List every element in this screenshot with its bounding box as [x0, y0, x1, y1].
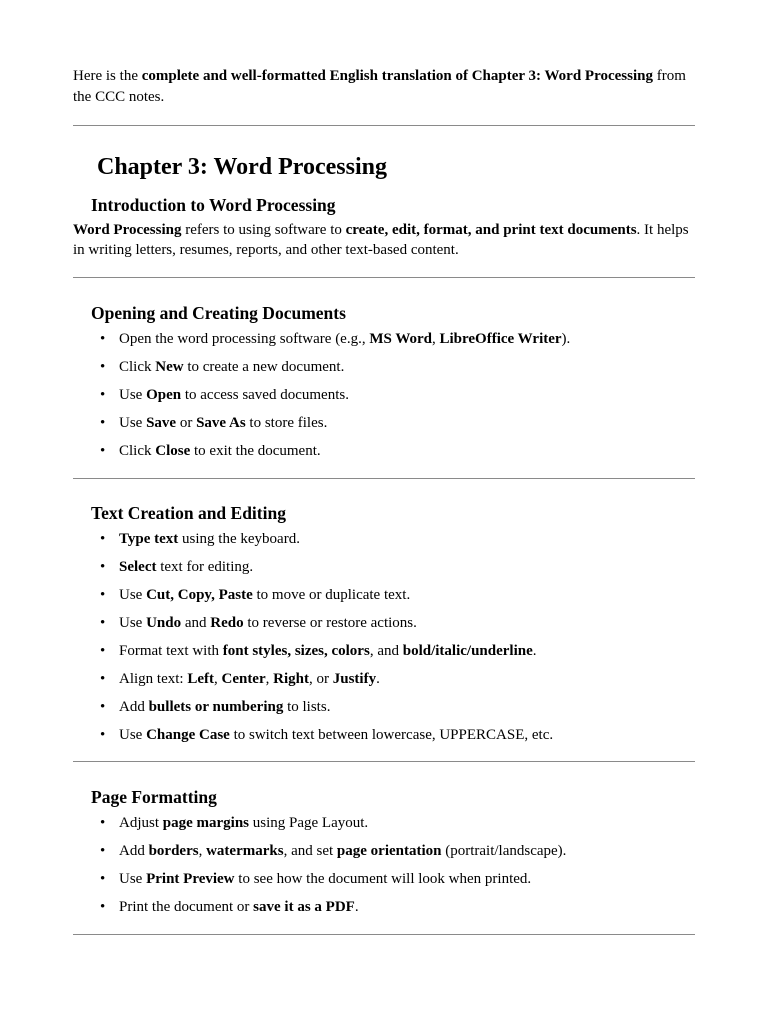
- bullet-icon: •: [100, 615, 106, 631]
- section-heading-introduction: Introduction to Word Processing: [91, 195, 336, 215]
- bullet-icon: •: [100, 587, 106, 603]
- list-item: [100, 725, 680, 753]
- list-item-text: ,: [198, 843, 207, 859]
- list-item-bold-text: Undo: [146, 615, 182, 631]
- list-item-text: Use: [119, 415, 147, 431]
- list-item-text: using Page Layout.: [249, 815, 369, 831]
- list-item-bold-text: page margins: [162, 815, 250, 831]
- list-item: [100, 897, 680, 925]
- intro-paragraph: [73, 66, 695, 108]
- section-heading-page-formatting: Page Formatting: [91, 787, 217, 807]
- list-item-text: to switch text between lowercase, UPPERCASE, etc.: [229, 727, 554, 743]
- list-item-bold-text: Cut, Copy, Paste: [146, 587, 253, 603]
- list-item: [100, 813, 680, 841]
- divider: [73, 934, 695, 935]
- list-item-text: to lists.: [283, 699, 331, 715]
- intro-suffix: from the CCC notes.: [73, 68, 686, 105]
- list-item-bold-text: page orientation: [336, 843, 442, 859]
- list-item-bold-text: Select: [119, 559, 157, 575]
- list-item-bold-text: MS Word: [369, 331, 432, 347]
- list-item-bold-text: New: [155, 359, 184, 375]
- list-item-bold-text: Open: [146, 387, 182, 403]
- list-item-text: Use: [119, 387, 147, 403]
- bullet-icon: •: [100, 727, 106, 743]
- bullet-icon: •: [100, 815, 106, 831]
- list-item: [100, 441, 680, 469]
- list-item-text: or: [176, 415, 197, 431]
- list-item: [100, 329, 680, 357]
- introduction-text-1: refers to using software to: [181, 222, 346, 238]
- list-item: [100, 613, 680, 641]
- bullet-icon: •: [100, 387, 106, 403]
- bullet-icon: •: [100, 359, 106, 375]
- list-item: [100, 585, 680, 613]
- list-item-text: ,: [432, 331, 440, 347]
- list-item-text: ,: [265, 671, 274, 687]
- section-heading-opening: Opening and Creating Documents: [91, 303, 346, 323]
- list-item-bold-text: font styles, sizes, colors: [222, 643, 370, 659]
- list-item-text: (portrait/landscape).: [441, 843, 567, 859]
- list-item-text: text for editing.: [156, 559, 254, 575]
- list-item-bold-text: borders: [148, 843, 199, 859]
- list-item-bold-text: Save As: [196, 415, 246, 431]
- list-item-text: .: [354, 899, 359, 915]
- bullet-icon: •: [100, 531, 106, 547]
- list-item-text: Click: [119, 443, 156, 459]
- list-item-text: Print the document or: [119, 899, 254, 915]
- list-item-bold-text: bullets or numbering: [148, 699, 284, 715]
- list-item: [100, 385, 680, 413]
- list-item: [100, 869, 680, 897]
- list-item-text: Align text:: [119, 671, 188, 687]
- list-item: [100, 697, 680, 725]
- list-item-text: to exit the document.: [190, 443, 321, 459]
- bullet-icon: •: [100, 559, 106, 575]
- list-item-text: to reverse or restore actions.: [243, 615, 417, 631]
- list-item-text: Use: [119, 727, 147, 743]
- divider: [73, 277, 695, 278]
- list-item-bold-text: watermarks: [206, 843, 284, 859]
- list-item-text: Add: [119, 699, 149, 715]
- list-item-bold-text: LibreOffice Writer: [439, 331, 562, 347]
- list-item-text: Use: [119, 871, 147, 887]
- list-item-bold-text: Close: [155, 443, 191, 459]
- list-item-text: Adjust: [119, 815, 163, 831]
- bullet-icon: •: [100, 443, 106, 459]
- introduction-bold: create, edit, format, and print text documents: [345, 222, 637, 238]
- list-item: [100, 841, 680, 869]
- list-item-text: using the keyboard.: [178, 531, 300, 547]
- list-item-text: , and set: [283, 843, 337, 859]
- page-formatting-list: [100, 813, 680, 925]
- list-item-text: ,: [213, 671, 222, 687]
- bullet-icon: •: [100, 843, 106, 859]
- bullet-icon: •: [100, 331, 106, 347]
- opening-list: [100, 329, 680, 469]
- list-item-bold-text: Type text: [119, 531, 179, 547]
- list-item-bold-text: Print Preview: [146, 871, 235, 887]
- list-item-text: , or: [308, 671, 333, 687]
- list-item: [100, 641, 680, 669]
- divider: [73, 125, 695, 126]
- list-item: [100, 557, 680, 585]
- list-item: [100, 529, 680, 557]
- list-item-bold-text: save it as a PDF: [253, 899, 355, 915]
- list-item-bold-text: Change Case: [146, 727, 230, 743]
- list-item-bold-text: Redo: [210, 615, 244, 631]
- list-item: [100, 413, 680, 441]
- list-item-text: Click: [119, 359, 156, 375]
- list-item-text: .: [532, 643, 537, 659]
- divider: [73, 761, 695, 762]
- list-item-bold-text: Left: [187, 671, 214, 687]
- section-heading-editing: Text Creation and Editing: [91, 503, 286, 523]
- introduction-text-2: . It helps in writing letters, resumes, reports, and other text-based content.: [73, 222, 689, 258]
- list-item-text: ).: [561, 331, 571, 347]
- list-item-bold-text: Center: [221, 671, 266, 687]
- intro-prefix: Here is the: [73, 68, 142, 84]
- introduction-term: Word Processing: [73, 222, 182, 238]
- bullet-icon: •: [100, 899, 106, 915]
- introduction-paragraph: [73, 220, 695, 260]
- list-item-bold-text: Justify: [332, 671, 377, 687]
- list-item-text: to store files.: [245, 415, 328, 431]
- list-item-text: Add: [119, 843, 149, 859]
- list-item-text: Use: [119, 615, 147, 631]
- list-item-text: Open the word processing software (e.g.,: [119, 331, 370, 347]
- list-item-bold-text: Save: [146, 415, 177, 431]
- list-item-bold-text: Right: [273, 671, 309, 687]
- bullet-icon: •: [100, 871, 106, 887]
- list-item-text: to access saved documents.: [181, 387, 349, 403]
- list-item-text: .: [376, 671, 380, 687]
- list-item-text: Format text with: [119, 643, 223, 659]
- list-item-bold-text: bold/italic/underline: [402, 643, 533, 659]
- intro-bold: complete and well-formatted English translation of Chapter 3: Word Processing: [141, 68, 653, 84]
- bullet-icon: •: [100, 643, 106, 659]
- editing-list: [100, 529, 680, 753]
- divider: [73, 478, 695, 479]
- bullet-icon: •: [100, 671, 106, 687]
- list-item: [100, 669, 680, 697]
- list-item-text: Use: [119, 587, 147, 603]
- list-item-text: and: [181, 615, 211, 631]
- bullet-icon: •: [100, 415, 106, 431]
- bullet-icon: •: [100, 699, 106, 715]
- chapter-title: Chapter 3: Word Processing: [97, 154, 388, 180]
- list-item-text: , and: [369, 643, 403, 659]
- list-item-text: to create a new document.: [183, 359, 345, 375]
- list-item: [100, 357, 680, 385]
- list-item-text: to see how the document will look when printed.: [234, 871, 532, 887]
- list-item-text: to move or duplicate text.: [252, 587, 411, 603]
